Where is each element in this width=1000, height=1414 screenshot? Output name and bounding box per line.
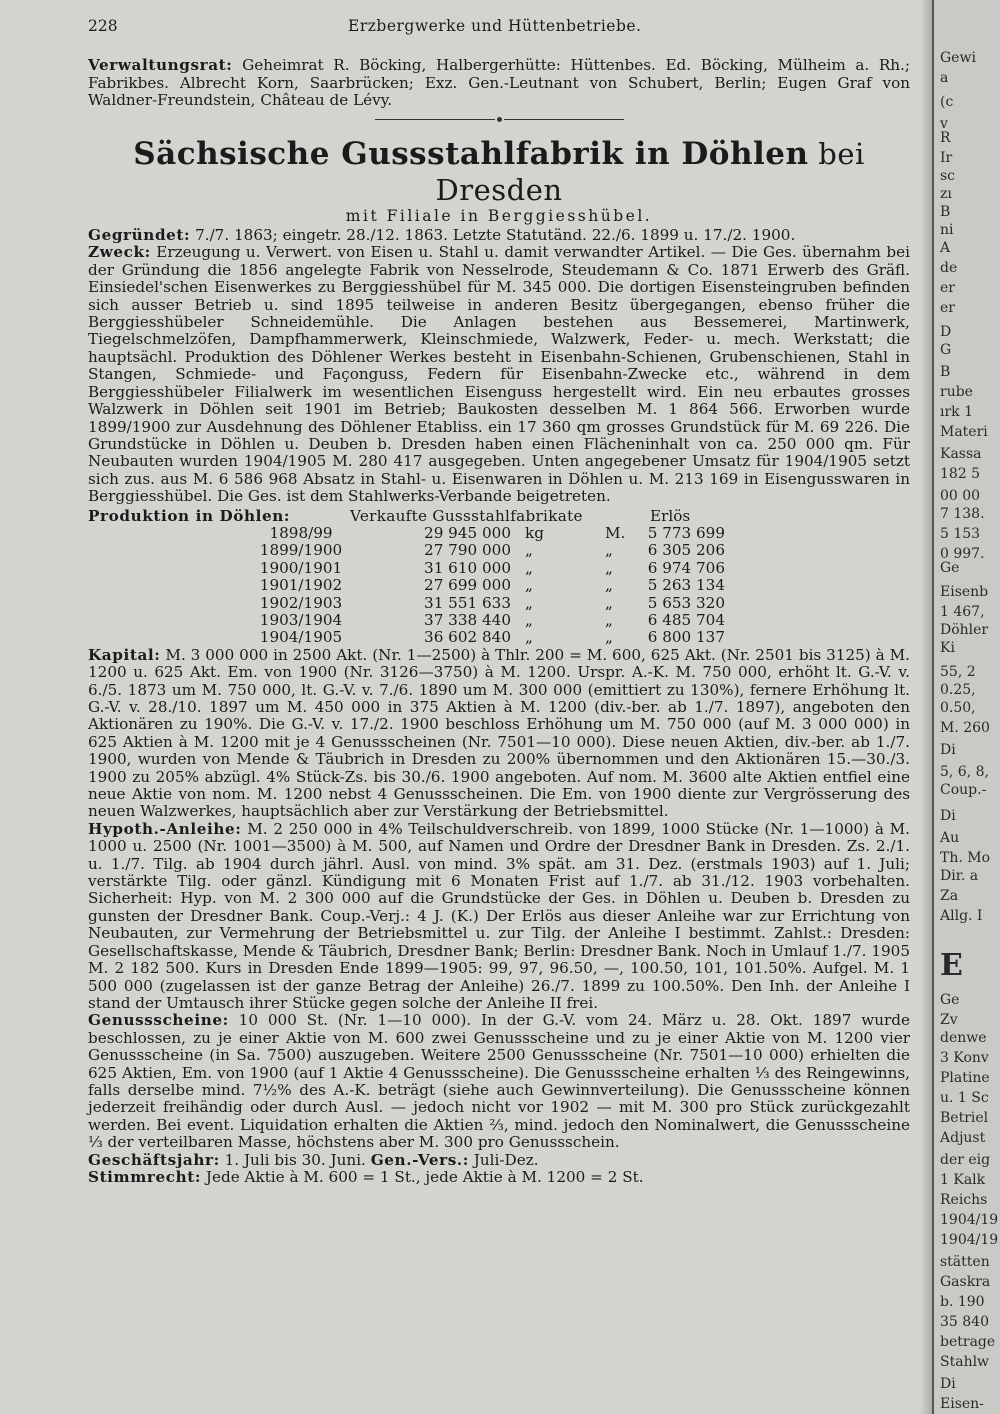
- kapital-text: M. 3 000 000 in 2500 Akt. (Nr. 1—2500) à Thlr. 200 = M. 600, 625 Akt. (Nr. 2501 bis 3125) à M. 1200 u. 625 Akt. Em. von 1900 (Nr. 3126—3750) à M. 1200. Urspr. A.-K. M. 750 000, erhöht lt. G.-V. v. 6./5. 1873 um M. 750 000, lt. G.-V. v. 7./6. 1890 um M. 300 000 (emittiert zu 130%), fernere Erhöhung lt. G.-V. v. 28./10. 1897 um M. 450 000 in 375 Aktien à M. 1200 (div.-ber. ab 1./7. 1897), angeboten den Aktionären zu 190%. Die G.-V. v. 17./2. 1900 beschloss Erhöhung um M. 750 000 (auf M. 3 000 000) in 625 Aktien à M. 1200 mit je 4 Genussscheinen (Nr. 7501—10 000). Diese neuen Aktien, div.-ber. ab 1./7. 1900, wurden von Mende & Täubrich in Dresden zu 200% übernommen und den Aktionären 15.—30./3. 1900 zu 205% abzügl. 4% Stück-Zs. bis 30./6. 1900 angeboten. Auf nom. M. 3600 alte Aktien entfiel eine neue Aktie von nom. M. 1200 nebst 4 Genussscheinen. Die Em. von 1900 diente zur Vergrösserung des neuen Walzwerkes, hauptsächlich aber zur Verstärkung der Betriebsmittel.: [88, 645, 910, 821]
- adjacent-page-fragment: zı: [940, 186, 952, 202]
- production-label: Produktion in Döhlen:: [88, 506, 291, 525]
- stimmrecht-text: Jede Aktie à M. 600 = 1 St., jede Aktie à M. 1200 = 2 St.: [201, 1167, 644, 1186]
- adjacent-page-fragment: Reichs: [940, 1192, 988, 1208]
- running-header: [88, 18, 910, 35]
- production-cell-qty: 31 610 000: [424, 558, 511, 577]
- adjacent-page-fragment: Ge: [940, 560, 960, 576]
- adjacent-page-fragment: Au: [940, 830, 960, 846]
- anleihe-label: Hypoth.-Anleihe:: [88, 819, 242, 838]
- adjacent-page-fragment: Döhler: [940, 622, 989, 638]
- production-cell-unit: „: [525, 541, 533, 560]
- adjacent-page-fragment: a: [940, 70, 949, 86]
- production-cell-amount: 5 773 699: [647, 523, 725, 542]
- production-cell-unit: kg: [525, 523, 544, 542]
- production-row: [231, 525, 725, 542]
- production-cell-year: 1903/1904: [259, 610, 343, 629]
- geschaeftsjahr-label: Geschäftsjahr:: [88, 1150, 220, 1169]
- production-cell-cur: „: [605, 593, 613, 612]
- kapital-paragraph: [88, 647, 910, 821]
- genussscheine-paragraph: [88, 1012, 910, 1151]
- company-name: Sächsische Gussstahlfabrik in Döhlen: [133, 135, 809, 172]
- production-cell-qty: 27 790 000: [424, 541, 511, 560]
- production-cell-cur: „: [605, 576, 613, 595]
- adjacent-page-fragment: u. 1 Sc: [940, 1090, 989, 1106]
- production-cell-amount: 5 653 320: [647, 593, 725, 612]
- adjacent-page-fragment: 1 467,: [940, 604, 985, 620]
- page-number: 228: [88, 17, 118, 35]
- adjacent-page-fragment: B: [940, 204, 951, 220]
- adjacent-page-fragment: 0 997.: [940, 546, 985, 562]
- production-cell-amount: 6 305 206: [647, 541, 725, 560]
- production-cell-unit: „: [525, 558, 533, 577]
- production-cell-qty: 37 338 440: [424, 610, 511, 629]
- adjacent-page-fragment: Platine: [940, 1070, 990, 1086]
- anleihe-paragraph: [88, 821, 910, 1012]
- production-cell-amount: 6 485 704: [647, 610, 725, 629]
- adjacent-page-fragment: de: [940, 260, 958, 276]
- adjacent-page-fragment: Ki: [940, 640, 955, 656]
- adjacent-page-fragment: ni: [940, 222, 954, 238]
- geschaeftsjahr-line: [88, 1152, 910, 1169]
- production-cell-year: 1899/1900: [259, 541, 343, 560]
- production-cell-unit: „: [525, 576, 533, 595]
- production-cell-qty: 36 602 840: [424, 628, 511, 647]
- adjacent-page-fragment: 1 Kalk: [940, 1172, 986, 1188]
- production-cell-qty: 29 945 000: [424, 523, 511, 542]
- adjacent-page-fragment: Di: [940, 1376, 956, 1392]
- production-row: [231, 629, 725, 646]
- adjacent-page-fragment: 1904/19: [940, 1232, 999, 1248]
- zweck-text: Erzeugung u. Verwert. von Eisen u. Stahl u. damit verwandter Artikel. — Die Ges. übernahm bei der Gründung die 1856 angelegte Fabrik von Nesselrode, Steudemann & Co. 1871 Erwerb des Gräfl. Einsiedel'schen Eisenwerkes zu Berggiesshübel für M. 345 000. Die dortigen Eisensteingruben befinden sich ausser Betrieb u. sind 1895 teilweise in anderen Besitz übergegangen, ebenso früher die Berggiesshübeler Schneidemühle. Die Anlagen bestehen aus Bessemerei, Martinwerk, Tiegelschmelzöfen, Dampfhammerwerk, Kleinschmiede, Walzwerk, Feder- u. mech. Werkstatt; die hauptsächl. Produktion des Döhlener Werkes besteht in Eisenbahn-Schienen, Grubenschienen, Stahl in Stangen, Schmiede- und Façonguss, Federn für Eisenbahn-Zwecke etc., während in dem Berggiesshübeler Filialwerk im wesentlichen Eisenguss hergestellt wird. Ein neu erbautes grosses Walzwerk in Döhlen seit 1901 im Betrieb; Baukosten desselben M. 1 864 566. Erworben wurde 1899/1900 zur Ausdehnung des Döhlener Etabliss. ein 17 360 qm grosses Grundstück für M. 69 226. Die Grundstücke in Döhlen u. Deuben b. Dresden haben einen Flächeninhalt von ca. 250 000 qm. Für Neubauten wurden 1904/1905 M. 280 417 ausgegeben. Unten angegebener Umsatz für 1904/1905 setzt sich zus. aus M. 6 586 968 Absatz in Stahl- u. Eisenwaren in Döhlen u. M. 213 169 in Eisengusswaren in Berggiesshübel. Die Ges. ist dem Stahlwerks-Verbande beigetreten.: [88, 243, 910, 506]
- production-cell-unit: „: [525, 593, 533, 612]
- adjacent-page-fragment: 3 Konv: [940, 1050, 989, 1066]
- production-row: [231, 612, 725, 629]
- production-col-revenue: Erlös: [650, 506, 691, 525]
- adjacent-page-fragment: denwe: [940, 1030, 987, 1046]
- adjacent-page-fragment: 00 00: [940, 488, 981, 504]
- adjacent-page-fragment: Coup.-: [940, 782, 987, 798]
- adjacent-page-fragment: Di: [940, 808, 956, 824]
- adjacent-page-fragment: betrage: [940, 1334, 996, 1350]
- production-row: [231, 595, 725, 612]
- adjacent-page-fragment: sc: [940, 168, 956, 184]
- adjacent-page-fragment: 0.50,: [940, 700, 976, 716]
- adjacent-page-fragment: stätten: [940, 1254, 990, 1270]
- adjacent-page-fragment: 5, 6, 8,: [940, 764, 989, 780]
- adjacent-page-fragment: R: [940, 130, 951, 146]
- production-cell-unit: „: [525, 628, 533, 647]
- genussscheine-label: Genussscheine:: [88, 1011, 229, 1030]
- adjacent-page-fragment: A: [940, 240, 951, 256]
- production-cell-qty: 27 699 000: [424, 576, 511, 595]
- adjacent-page-fragment: 55, 2: [940, 664, 976, 680]
- production-cell-cur: „: [605, 610, 613, 629]
- section-divider: [88, 114, 910, 124]
- adjacent-page-fragment: G: [940, 342, 952, 358]
- production-cell-cur: „: [605, 541, 613, 560]
- production-row: [231, 560, 725, 577]
- adjacent-page-fragment: b. 190: [940, 1294, 985, 1310]
- adjacent-page-fragment: B: [940, 364, 951, 380]
- production-cell-cur: „: [605, 628, 613, 647]
- company-title: [88, 136, 910, 208]
- production-row: [231, 577, 725, 594]
- company-subtitle: mit Filiale in Berggiesshübel.: [345, 206, 653, 225]
- adjacent-page-fragment: (c: [940, 94, 954, 110]
- genvers-label: Gen.-Vers.:: [370, 1150, 469, 1169]
- adjacent-page-fragment: 7 138.: [940, 506, 985, 522]
- adjacent-page-fragment: Zv: [940, 1012, 958, 1028]
- main-column: [88, 18, 910, 1186]
- adjacent-page-fragment: Materi: [940, 424, 988, 440]
- adjacent-page-fragment: er: [940, 300, 955, 316]
- adjacent-page-fragment: 35 840: [940, 1314, 989, 1330]
- production-cell-year: 1898/99: [269, 523, 333, 542]
- production-cell-amount: 6 974 706: [647, 558, 725, 577]
- adjacent-page-fragment: rube: [940, 384, 973, 400]
- anleihe-text: M. 2 250 000 in 4% Teilschuldverschreib. von 1899, 1000 Stücke (Nr. 1—1000) à M. 1000 u. 2500 (Nr. 1001—3500) à M. 500, auf Namen und Ordre der Dresdner Bank in Dresden. Zs. 2./1. u. 1./7. Tilg. ab 1904 durch jährl. Ausl. von mind. 3% spät. am 31. Dez. (erstmals 1903) auf 1. Juli; verstärkte Tilg. oder gänzl. Kündigung mit 6 Monaten Frist auf 1./7. ab 31./12. 1903 vorbehalten. Sicherheit: Hyp. von M. 2 300 000 auf die Grundstücke der Ges. in Döhlen u. Deuben b. Dresden zu gunsten der Dresdner Bank. Coup.-Verj.: 4 J. (K.) Der Erlös aus dieser Anleihe war zur Errichtung von Neubauten, zur Vermehrung der Betriebsmittel u. zur Tilg. der Anleihe I bestimmt. Zahlst.: Dresden: Gesellschaftskasse, Mende & Täubrich, Dresdner Bank; Berlin: Dresdner Bank. Noch in Umlauf 1./7. 1905 M. 2 182 500. Kurs in Dresden Ende 1899—1905: 99, 97, 96.50, —, 100.50, 101, 101.50%. Aufgel. M. 1 500 000 (zugelassen ist der ganze Betrag der Anleihe) 26./7. 1899 zu 100.50%. Den Inh. der Anleihe I stand der Umtausch ihrer Stücke gegen solche der Anleihe II frei.: [88, 819, 910, 1012]
- page-gutter-shadow: [920, 0, 932, 1414]
- adjacent-page-fragment: D: [940, 324, 952, 340]
- production-cell-amount: 6 800 137: [647, 628, 725, 647]
- production-cell-unit: „: [525, 610, 533, 629]
- adjacent-page-fragment: Za: [940, 888, 959, 904]
- production-header: [88, 508, 910, 525]
- adjacent-page-fragment: 182 5: [940, 466, 981, 482]
- adjacent-page-fragment: 5 153: [940, 526, 981, 542]
- production-cell-cur: M.: [605, 523, 626, 542]
- production-table: [231, 525, 725, 647]
- adjacent-page-fragment: Di: [940, 742, 956, 758]
- adjacent-page-fragment: Adjust: [940, 1130, 986, 1146]
- production-cell-year: 1904/1905: [259, 628, 343, 647]
- adjacent-page-fragment: Stahlw: [940, 1354, 990, 1370]
- adjacent-page-fragment: ırk 1: [940, 404, 974, 420]
- verwaltungsrat-paragraph: [88, 57, 910, 109]
- adjacent-page-fragment: der eig: [940, 1152, 991, 1168]
- production-row: [231, 542, 725, 559]
- adjacent-page-fragment: Dir. a: [940, 868, 979, 884]
- adjacent-page-fragment: E: [940, 948, 963, 983]
- production-cell-amount: 5 263 134: [647, 576, 725, 595]
- production-cell-year: 1902/1903: [259, 593, 343, 612]
- verwaltungsrat-text: Geheimrat R. Böcking, Halbergerhütte: Hüttenbes. Ed. Böcking, Mülheim a. Rh.; Fabrikbes. Albrecht Korn, Saarbrücken; Exz. Gen.-Leutnant von Schubert, Berlin; Eugen Graf von Waldner-Freundstein, Château de Lévy.: [88, 56, 910, 110]
- running-title: Erzbergwerke und Hüttenbetriebe.: [348, 17, 642, 35]
- gegruendet-label: Gegründet:: [88, 226, 191, 245]
- company-location: bei Dresden: [435, 136, 865, 207]
- adjacent-page-fragment: Ir: [940, 150, 953, 166]
- production-cell-year: 1901/1902: [259, 576, 343, 595]
- verwaltungsrat-label: Verwaltungsrat:: [88, 56, 233, 75]
- stimmrecht-line: [88, 1169, 910, 1186]
- production-cell-year: 1900/1901: [259, 558, 343, 577]
- zweck-paragraph: [88, 244, 910, 505]
- gegruendet-text: 7./7. 1863; eingetr. 28./12. 1863. Letzte Statutänd. 22./6. 1899 u. 17./2. 1900.: [190, 226, 796, 245]
- adjacent-page-fragment: er: [940, 280, 955, 296]
- genvers-text: Juli-Dez.: [468, 1150, 539, 1169]
- stimmrecht-label: Stimmrecht:: [88, 1167, 202, 1186]
- adjacent-page-fragment: Th. Mo: [940, 850, 991, 866]
- adjacent-page-fragment: v: [940, 116, 948, 132]
- production-cell-qty: 31 551 633: [424, 593, 511, 612]
- adjacent-page-strip: [932, 0, 1000, 1414]
- adjacent-page-fragment: M. 260: [940, 720, 990, 736]
- adjacent-page-fragment: Eisenb: [940, 584, 989, 600]
- production-cell-cur: „: [605, 558, 613, 577]
- zweck-label: Zweck:: [88, 243, 151, 262]
- adjacent-page-fragment: Gaskra: [940, 1274, 991, 1290]
- gegruendet-paragraph: [88, 227, 910, 244]
- adjacent-page-fragment: 1904/19: [940, 1212, 999, 1228]
- geschaeftsjahr-text: 1. Juli bis 30. Juni.: [219, 1150, 366, 1169]
- adjacent-page-fragment: Kassa: [940, 446, 982, 462]
- kapital-label: Kapital:: [88, 645, 161, 664]
- adjacent-page-fragment: 0.25,: [940, 682, 976, 698]
- adjacent-page-fragment: Betriel: [940, 1110, 989, 1126]
- adjacent-page-fragment: Ge: [940, 992, 960, 1008]
- adjacent-page-fragment: Gewi: [940, 50, 976, 66]
- adjacent-page-fragment: Eisen-: [940, 1396, 984, 1412]
- production-col-sold: Verkaufte Gussstahlfabrikate: [350, 506, 583, 525]
- genussscheine-text: 10 000 St. (Nr. 1—10 000). In der G.-V. vom 24. März u. 28. Okt. 1897 wurde beschlossen, zu je einer Aktie von M. 600 zwei Genussscheine und zu je einer Aktie von M. 1200 vier Genussscheine (in Sa. 7500) auszugeben. Weitere 2500 Genussscheine (Nr. 7501—10 000) erhielten die 625 Aktien, Em. von 1900 (auf 1 Aktie 4 Genussscheine). Die Genussscheine erhalten ⅓ des Reingewinns, falls derselbe mind. 7½% des A.-K. beträgt (siehe auch Gewinnverteilung). Die Genussscheine können jederzeit freihändig oder durch Ausl. — jedoch nicht vor 1902 — mit M. 300 pro Stück zurückgezahlt werden. Bei event. Liquidation erhalten die Aktien ⅔, mind. jedoch den Nominalwert, die Genussscheine ⅓ der verteilbaren Masse, höchstens aber M. 300 pro Genussschein.: [88, 1011, 910, 1152]
- adjacent-page-fragment: Allg. I: [940, 908, 983, 924]
